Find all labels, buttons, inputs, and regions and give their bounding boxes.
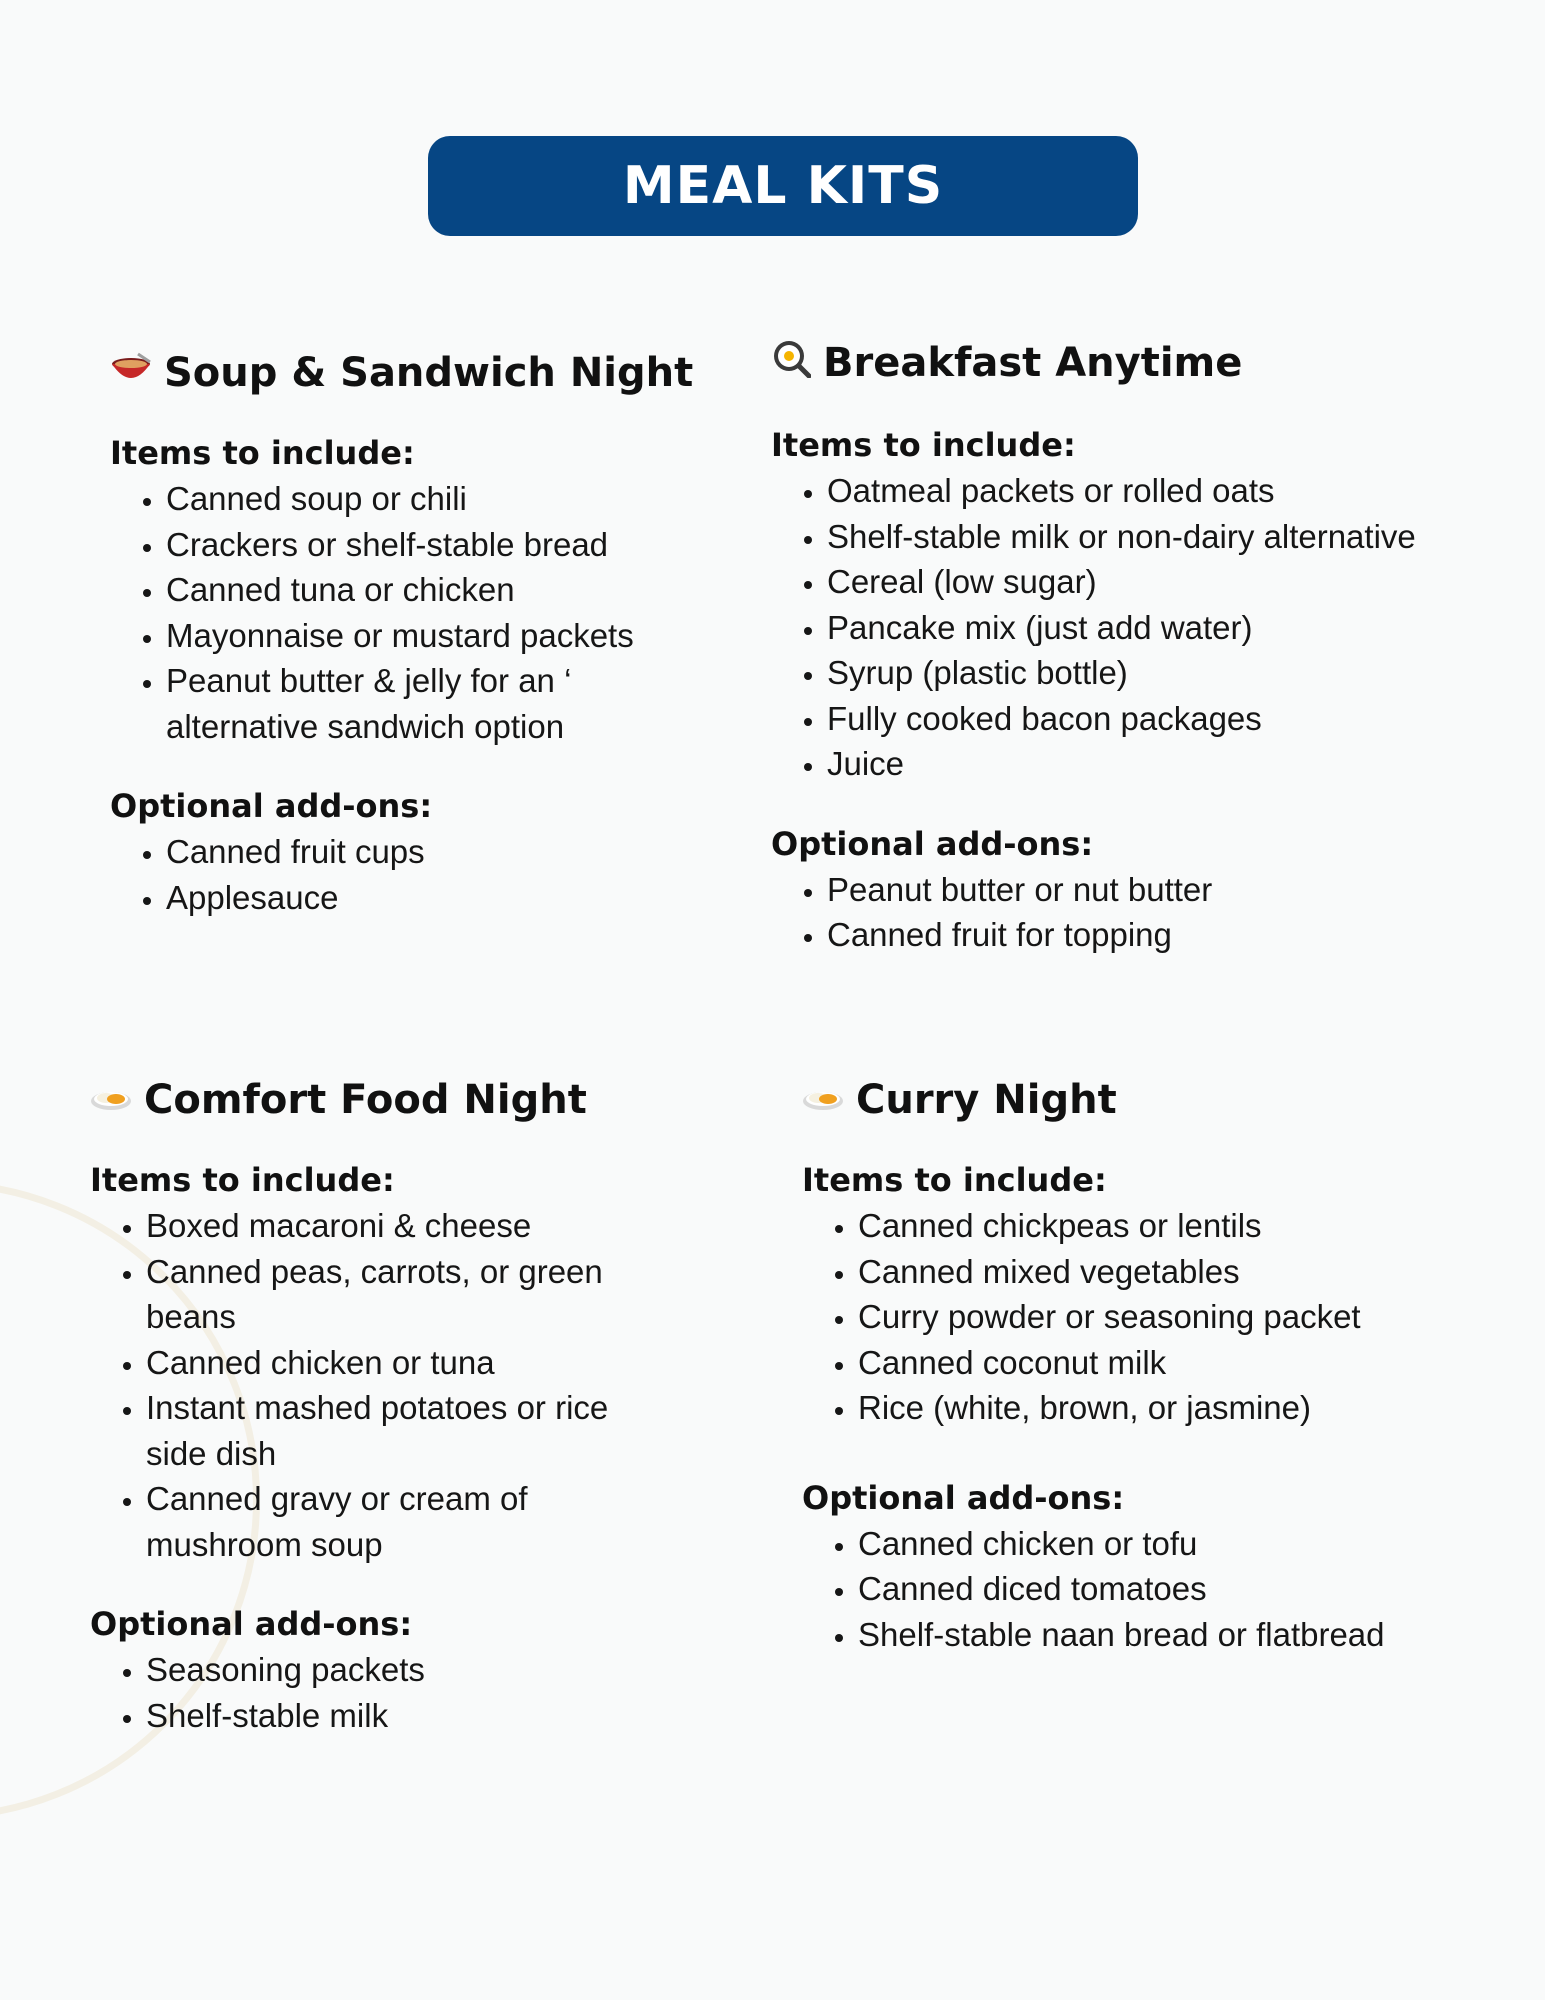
list-item: • Shelf-stable milk: [146, 1693, 730, 1739]
frying-pan-egg-icon: [771, 338, 811, 388]
page-title: MEAL KITS: [622, 156, 944, 216]
list-item: • Canned peas, carrots, or green beans: [146, 1249, 626, 1340]
list-item: • Boxed macaroni & cheese: [146, 1203, 706, 1249]
list-item: • Oatmeal packets or rolled oats: [827, 468, 1501, 514]
list-item: • Rice (white, brown, or jasmine): [858, 1385, 1522, 1431]
list-item: • Curry powder or seasoning packet: [858, 1294, 1522, 1340]
list-item: • Canned fruit for topping: [827, 912, 1501, 958]
optional-label: Optional add-ons:: [110, 787, 433, 825]
curry-plate-icon: [90, 1077, 132, 1123]
optional-list: [110, 829, 750, 920]
list-item: • Canned chicken or tuna: [146, 1340, 706, 1386]
items-label: Items to include:: [90, 1161, 395, 1199]
list-item: • Pancake mix (just add water): [827, 605, 1501, 651]
optional-label: Optional add-ons:: [771, 824, 1094, 863]
optional-list: [771, 867, 1501, 958]
items-label: Items to include:: [110, 434, 415, 472]
kit-title: Breakfast Anytime: [823, 340, 1243, 386]
kit-curry-night: [802, 1077, 1522, 1657]
kit-heading: [90, 1077, 730, 1123]
list-item: • Syrup (plastic bottle): [827, 650, 1501, 696]
list-item: • Canned coconut milk: [858, 1340, 1522, 1386]
list-item: • Canned soup or chili: [166, 476, 750, 522]
kit-soup-sandwich: [110, 350, 750, 920]
kit-breakfast-anytime: [771, 338, 1501, 958]
list-item: • Canned gravy or cream of mushroom soup: [146, 1476, 566, 1567]
items-list: [802, 1203, 1522, 1431]
list-item: • Fully cooked bacon packages: [827, 696, 1501, 742]
list-item: • Peanut butter & jelly for an ‘ alternative sandwich option: [166, 658, 636, 749]
title-banner: [428, 136, 1138, 236]
list-item: • Canned tuna or chicken: [166, 567, 750, 613]
kit-heading: [110, 350, 750, 396]
items-list: [90, 1203, 706, 1567]
kit-title: Curry Night: [856, 1077, 1117, 1123]
list-item: • Canned diced tomatoes: [858, 1566, 1522, 1612]
kit-comfort-food: [90, 1077, 730, 1738]
optional-list: [802, 1521, 1522, 1658]
list-item: • Canned mixed vegetables: [858, 1249, 1522, 1295]
list-item: • Mayonnaise or mustard packets: [166, 613, 750, 659]
optional-list: [90, 1647, 730, 1738]
list-item: • Crackers or shelf-stable bread: [166, 522, 750, 568]
list-item: • Shelf-stable milk or non-dairy alternative: [827, 514, 1501, 560]
kit-title: Comfort Food Night: [144, 1077, 587, 1123]
optional-label: Optional add-ons:: [802, 1478, 1125, 1517]
list-item: • Cereal (low sugar): [827, 559, 1501, 605]
list-item: • Shelf-stable naan bread or flatbread: [858, 1612, 1522, 1658]
curry-plate-icon: [802, 1077, 844, 1123]
list-item: • Canned chicken or tofu: [858, 1521, 1522, 1567]
items-label: Items to include:: [802, 1161, 1107, 1199]
list-item: • Seasoning packets: [146, 1647, 730, 1693]
list-item: • Instant mashed potatoes or rice side dish: [146, 1385, 666, 1476]
list-item: • Canned fruit cups: [166, 829, 750, 875]
list-item: • Applesauce: [166, 875, 750, 921]
items-label: Items to include:: [771, 426, 1076, 464]
list-item: • Peanut butter or nut butter: [827, 867, 1501, 913]
optional-label: Optional add-ons:: [90, 1605, 413, 1643]
items-list: [110, 476, 750, 749]
list-item: • Juice: [827, 741, 1501, 787]
kit-heading: [771, 338, 1501, 388]
list-item: • Canned chickpeas or lentils: [858, 1203, 1522, 1249]
kit-title: Soup & Sandwich Night: [164, 350, 694, 396]
kit-heading: [802, 1077, 1522, 1123]
items-list: [771, 468, 1501, 787]
soup-bowl-icon: [110, 350, 152, 396]
